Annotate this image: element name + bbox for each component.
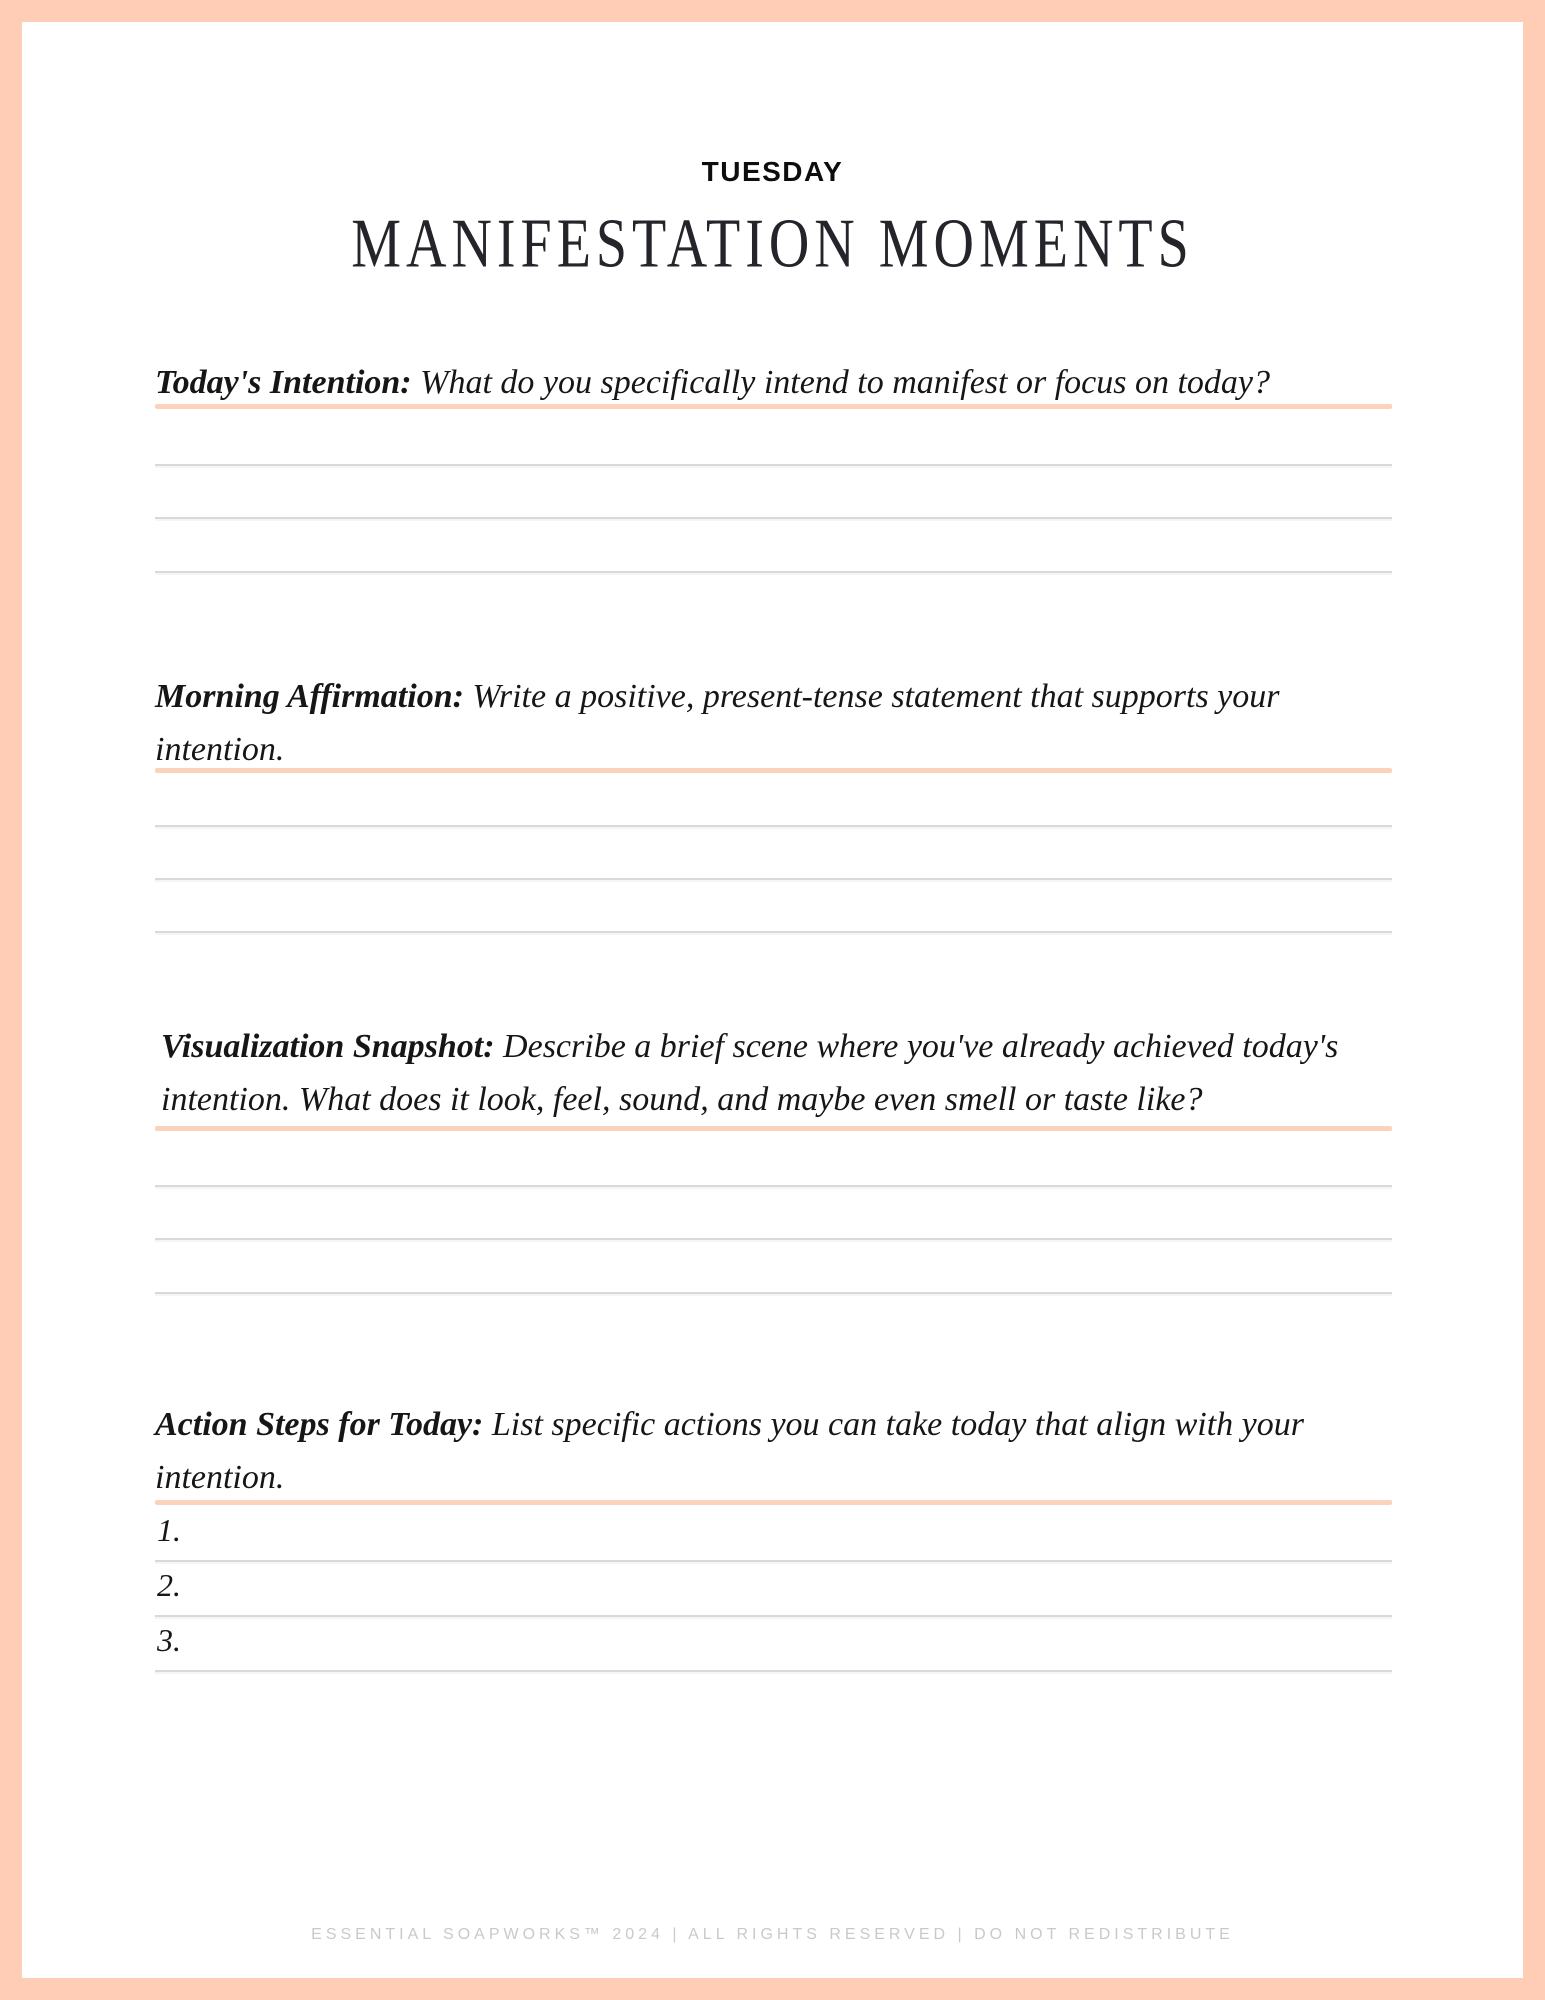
section-prompt: Write a positive, present-tense statement that supports your intention. (155, 678, 1280, 768)
writing-line (155, 1560, 1392, 1562)
writing-line (155, 1238, 1392, 1240)
accent-underline (155, 768, 1392, 773)
writing-line (155, 1185, 1392, 1187)
section-label: Visualization Snapshot: (161, 1028, 495, 1065)
accent-underline (155, 1126, 1392, 1131)
writing-line (155, 1670, 1392, 1672)
section-label: Action Steps for Today: (155, 1406, 484, 1443)
section-heading (155, 1020, 1392, 1126)
writing-line (155, 878, 1392, 880)
section-visualization-snapshot (155, 1020, 1392, 1305)
writing-line (155, 825, 1392, 827)
section-label: Today's Intention: (155, 364, 412, 401)
step-number-2: 2. (157, 1567, 181, 1603)
writing-line (155, 1292, 1392, 1294)
writing-line (155, 517, 1392, 519)
page-title: MANIFESTATION MOMENTS (351, 205, 1194, 283)
accent-underline (155, 404, 1392, 409)
section-heading (155, 670, 1392, 776)
step-number-3: 3. (157, 1622, 181, 1658)
section-heading (155, 356, 1392, 409)
writing-line (155, 1615, 1392, 1617)
day-label: TUESDAY (701, 156, 844, 187)
writing-line (155, 931, 1392, 933)
section-morning-affirmation (155, 670, 1392, 945)
writing-line (155, 571, 1392, 573)
step-number-1: 1. (157, 1512, 181, 1548)
section-prompt: Describe a brief scene where you've already achieved today's intention. What does it look, feel, sound, and maybe even smell or taste like? (161, 1028, 1339, 1118)
section-todays-intention (155, 356, 1392, 586)
section-prompt: List specific actions you can take today that align with your intention. (155, 1406, 1304, 1496)
writing-line (155, 464, 1392, 466)
section-heading (155, 1398, 1392, 1504)
section-action-steps (155, 1398, 1392, 1688)
accent-underline (155, 1500, 1392, 1505)
footer-copyright: ESSENTIAL SOAPWORKS™ 2024 | ALL RIGHTS RESERVED | DO NOT REDISTRIBUTE (311, 1926, 1234, 1943)
section-prompt: What do you specifically intend to manifest or focus on today? (420, 364, 1271, 401)
section-label: Morning Affirmation: (155, 678, 464, 715)
